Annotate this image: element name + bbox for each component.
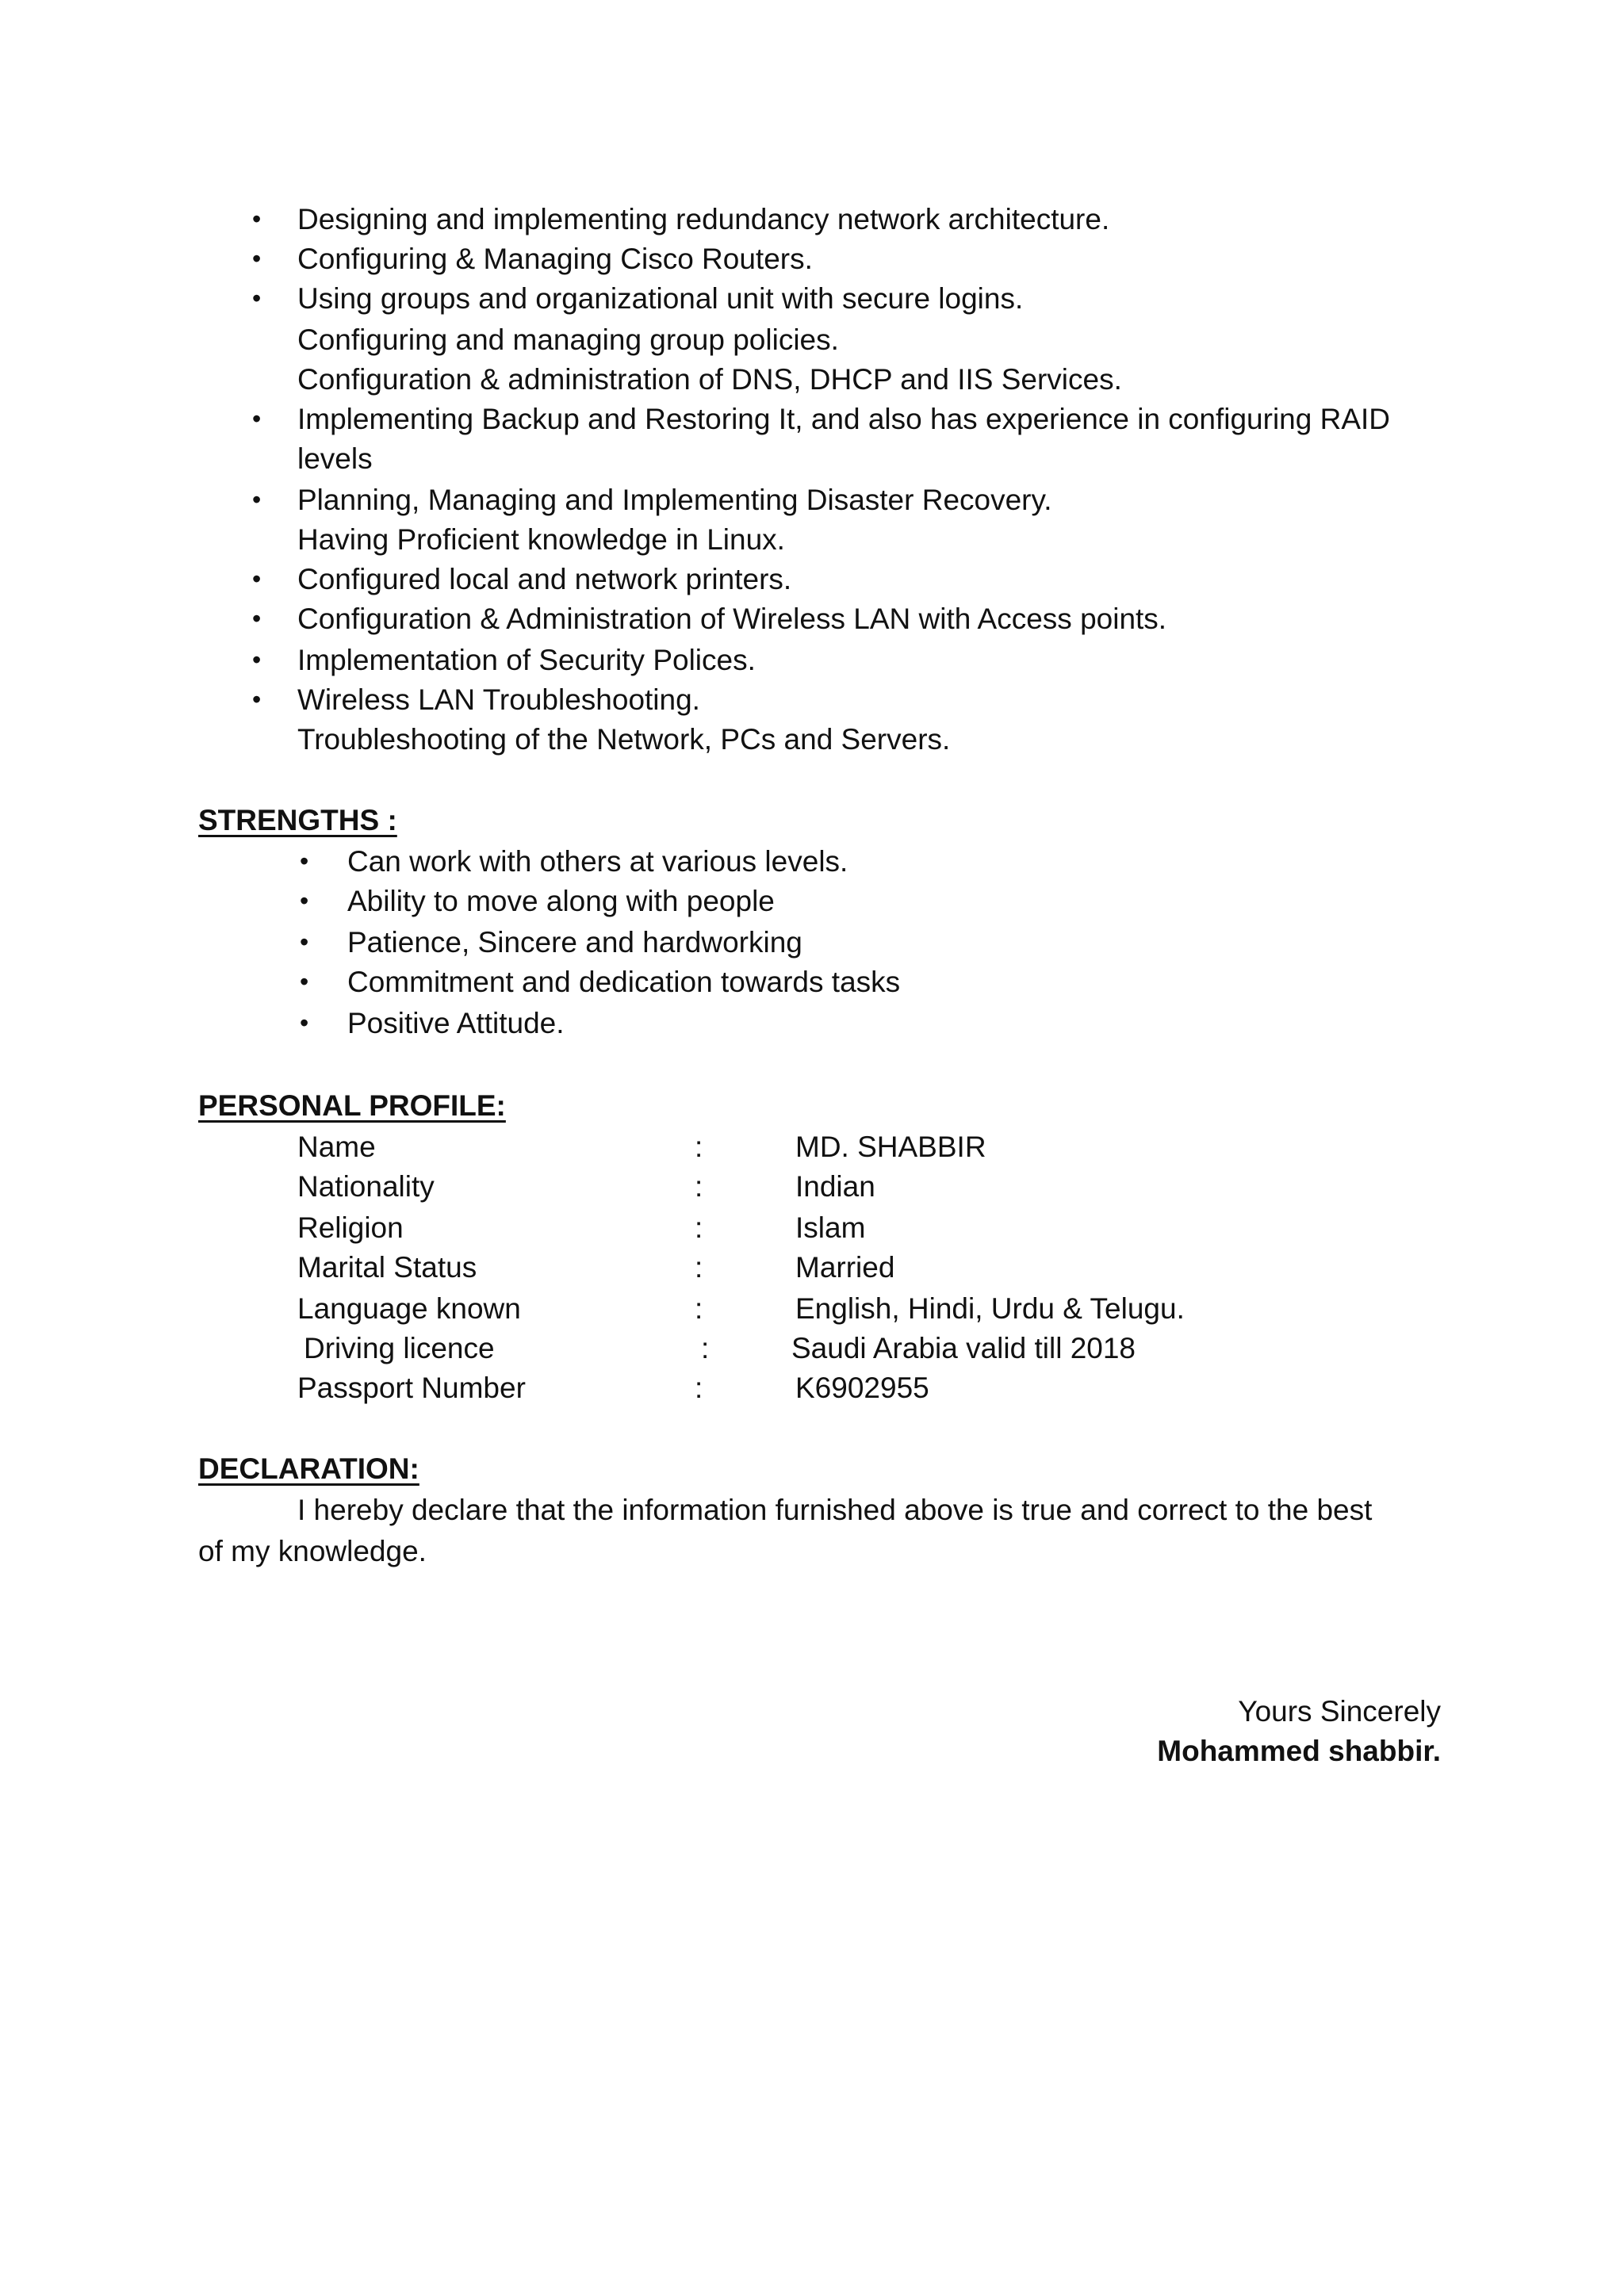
profile-value: Saudi Arabia valid till 2018 — [791, 1332, 1136, 1364]
profile-label: Passport Number — [297, 1372, 526, 1404]
profile-label: Driving licence — [304, 1332, 495, 1364]
skill-item: Wireless LAN Troubleshooting. — [297, 683, 700, 716]
bullet-mark: • — [252, 645, 262, 674]
skill-item: Configuration & administration of DNS, DHCP and IIS Services. — [297, 363, 1122, 396]
profile-separator: : — [695, 1170, 703, 1203]
profile-separator: : — [695, 1131, 703, 1163]
profile-label: Name — [297, 1131, 376, 1163]
profile-value: English, Hindi, Urdu & Telugu. — [795, 1292, 1185, 1325]
profile-separator: : — [695, 1211, 703, 1244]
bullet-mark: • — [300, 886, 309, 915]
profile-separator: : — [695, 1251, 703, 1284]
bullet-mark: • — [252, 564, 262, 593]
bullet-mark: • — [300, 967, 309, 996]
skill-item: Having Proficient knowledge in Linux. — [297, 523, 785, 556]
skill-item: Planning, Managing and Implementing Disaster Recovery. — [297, 484, 1052, 516]
strength-item: Positive Attitude. — [347, 1007, 565, 1039]
bullet-mark: • — [300, 847, 309, 875]
skill-item: Troubleshooting of the Network, PCs and Servers. — [297, 723, 951, 756]
profile-label: Marital Status — [297, 1251, 477, 1284]
profile-separator: : — [695, 1372, 703, 1404]
skill-item: Designing and implementing redundancy network architecture. — [297, 203, 1110, 235]
strength-item: Ability to move along with people — [347, 885, 775, 917]
declaration-text-line: I hereby declare that the information furnished above is true and correct to the best — [297, 1494, 1373, 1526]
bullet-mark: • — [252, 205, 262, 233]
profile-label: Religion — [297, 1211, 404, 1244]
profile-separator: : — [701, 1332, 710, 1364]
profile-value: Married — [795, 1251, 895, 1284]
profile-value: MD. SHABBIR — [795, 1131, 986, 1163]
skill-item: Configuring and managing group policies. — [297, 323, 839, 356]
declaration-text-line: of my knowledge. — [198, 1535, 427, 1567]
skill-item: Configuration & Administration of Wireless LAN with Access points. — [297, 603, 1167, 635]
declaration-heading: DECLARATION: — [198, 1452, 419, 1485]
profile-label: Nationality — [297, 1170, 435, 1203]
profile-value: Indian — [795, 1170, 875, 1203]
profile-value: K6902955 — [795, 1372, 929, 1404]
profile-value: Islam — [795, 1211, 866, 1244]
signature-name: Mohammed shabbir. — [1157, 1735, 1441, 1767]
bullet-mark: • — [300, 928, 309, 956]
bullet-mark: • — [252, 404, 262, 433]
closing-text: Yours Sincerely — [1238, 1695, 1441, 1728]
bullet-mark: • — [300, 1008, 309, 1037]
skill-item: Implementation of Security Polices. — [297, 644, 756, 676]
skill-item: Configured local and network printers. — [297, 563, 792, 595]
strengths-heading: STRENGTHS : — [198, 804, 397, 836]
profile-separator: : — [695, 1292, 703, 1325]
bullet-mark: • — [252, 604, 262, 633]
strength-item: Can work with others at various levels. — [347, 845, 848, 878]
strength-item: Commitment and dedication towards tasks — [347, 966, 901, 998]
personal-profile-heading: PERSONAL PROFILE: — [198, 1089, 506, 1122]
skill-item: Implementing Backup and Restoring It, and also has experience in configuring RAID — [297, 403, 1390, 435]
skill-item: Configuring & Managing Cisco Routers. — [297, 243, 813, 275]
bullet-mark: • — [252, 685, 262, 714]
bullet-mark: • — [252, 244, 262, 273]
skill-item: Using groups and organizational unit with secure logins. — [297, 282, 1024, 315]
bullet-mark: • — [252, 284, 262, 312]
bullet-mark: • — [252, 485, 262, 514]
strength-item: Patience, Sincere and hardworking — [347, 926, 802, 959]
skill-item: levels — [297, 442, 373, 475]
profile-label: Language known — [297, 1292, 521, 1325]
